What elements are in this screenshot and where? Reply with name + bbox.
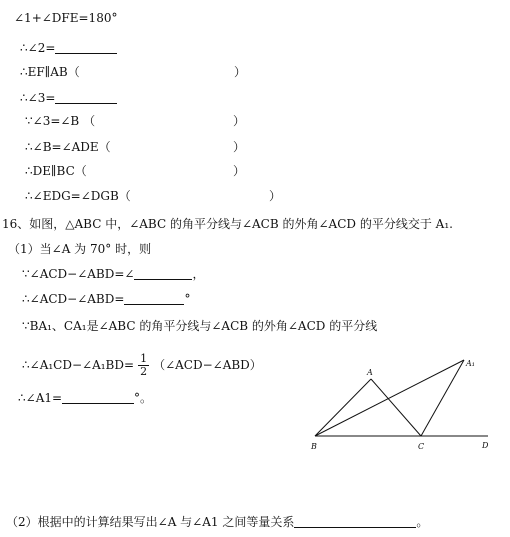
question-text: （1）当∠A 为 70° 时，则 [8, 242, 152, 256]
label-A1: A₁ [466, 359, 475, 368]
proof-text: ∵∠3=∠B （ [25, 114, 96, 128]
label-D: D [482, 441, 489, 450]
answer-blank[interactable] [55, 91, 117, 104]
step-text: ∵BA₁、CA₁是∠ABC 的角平分线与∠ACB 的外角∠ACD 的平分线 [22, 319, 378, 333]
step-1 [22, 266, 205, 282]
answer-blank[interactable] [124, 292, 184, 305]
step-5 [18, 390, 152, 406]
step-text: °。 [134, 391, 153, 405]
fraction-half [138, 353, 149, 378]
proof-line-7 [25, 163, 246, 179]
paren-close: ） [233, 164, 246, 178]
answer-blank[interactable] [134, 267, 192, 280]
step-text: ∴∠A1= [18, 391, 63, 405]
proof-line-2 [20, 40, 117, 56]
answer-blank[interactable] [55, 41, 117, 54]
step-text: ∵∠ACD−∠ABD=∠ [22, 267, 135, 281]
triangle-figure [300, 352, 505, 462]
proof-text: ∠1+∠DFE=180° [14, 11, 118, 25]
proof-line-8 [25, 188, 282, 204]
step-text: ∴∠ACD−∠ABD= [22, 292, 125, 306]
step-text: ° [184, 292, 191, 306]
proof-text: ∴DE∥BC（ [25, 164, 87, 178]
proof-line-4 [20, 90, 117, 106]
paren-close: ） [233, 114, 246, 128]
proof-text: ∴∠EDG=∠DGB（ [25, 189, 131, 203]
step-3 [22, 318, 377, 334]
label-B: B [311, 442, 317, 451]
proof-line-5 [25, 113, 246, 129]
line-AC [371, 379, 421, 436]
answer-blank[interactable] [294, 515, 416, 528]
paren-close: ） [269, 189, 282, 203]
proof-text: ∴∠3= [20, 91, 56, 105]
question-text: 。 [416, 515, 429, 529]
proof-text: ∴EF∥AB（ [20, 65, 80, 79]
label-A: A [367, 368, 373, 377]
line-BA1 [315, 360, 464, 436]
answer-blank[interactable] [62, 391, 134, 404]
fraction-numerator: 1 [140, 352, 148, 365]
step-text: ∴∠A₁CD−∠A₁BD= [22, 358, 135, 372]
line-BA [315, 379, 371, 436]
paren-close: ） [234, 65, 247, 79]
question-16-stem [2, 216, 453, 232]
proof-line-1 [14, 10, 117, 26]
step-text: （∠ACD−∠ABD） [153, 358, 262, 372]
question-text: 16、如图，△ABC 中，∠ABC 的角平分线与∠ACB 的外角∠ACD 的平分线交于 A₁. [2, 217, 453, 231]
step-4 [22, 352, 262, 378]
proof-text: ∴∠B=∠ADE（ [25, 140, 111, 154]
proof-line-3 [20, 64, 247, 80]
step-2 [22, 291, 190, 307]
step-text: ， [192, 267, 205, 281]
part-2 [6, 514, 428, 530]
part-1-intro [8, 241, 151, 257]
label-C: C [418, 442, 425, 451]
fraction-denominator: 2 [140, 365, 148, 378]
question-text: （2）根据中的计算结果写出∠A 与∠A1 之间等量关系 [6, 515, 295, 529]
proof-line-6 [25, 139, 246, 155]
paren-close: ） [233, 140, 246, 154]
proof-text: ∴∠2= [20, 41, 56, 55]
